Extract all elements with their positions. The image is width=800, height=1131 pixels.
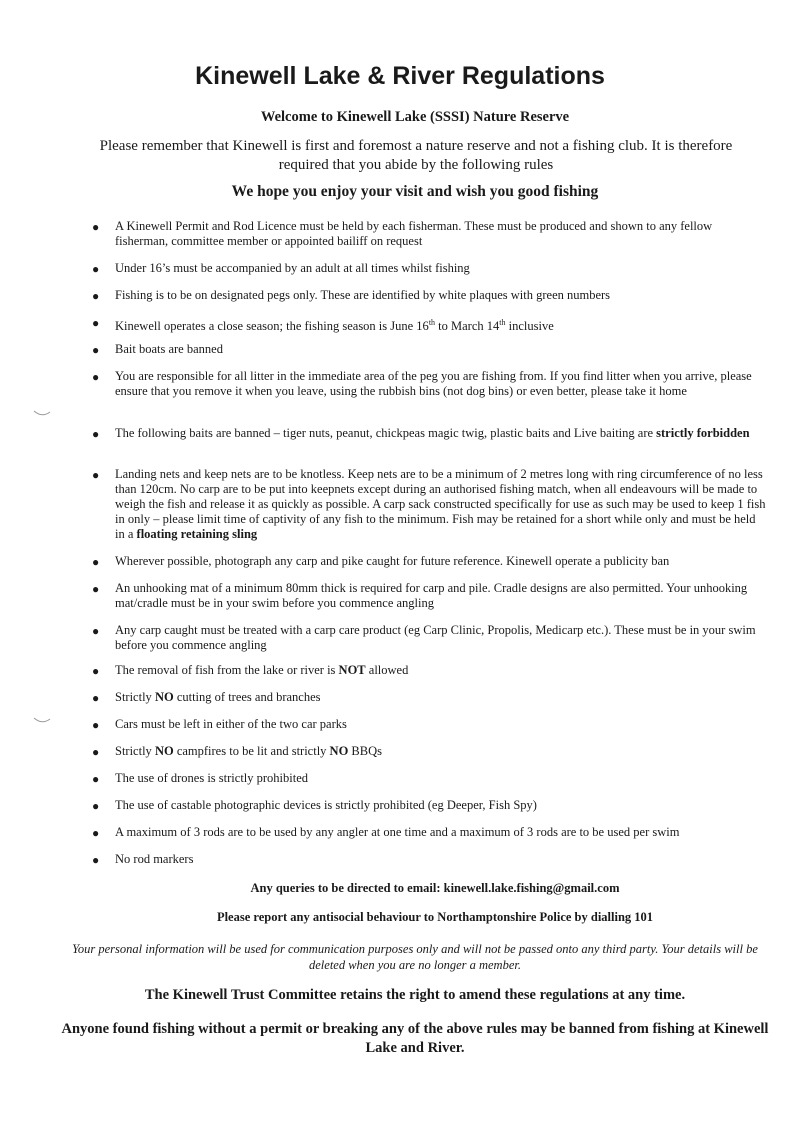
- bullet-icon: ●: [92, 799, 100, 813]
- rule-litter: You are responsible for all litter in the immediate area of the peg you are fishing from. If you find litter when you arrive, please ensure that you remove it when you leave, using the rubbish bins (not dog bins) or even better, please take it home: [115, 369, 752, 398]
- rule-campfires: Strictly NO campfires to be lit and strictly NO BBQs: [115, 744, 382, 758]
- contact-email: Any queries to be directed to email: kinewell.lake.fishing@gmail.com: [250, 881, 620, 895]
- rule-rod-markers: No rod markers: [115, 852, 194, 866]
- rule-photograph: Wherever possible, photograph any carp and pike caught for future reference. Kinewell operate a publicity ban: [115, 554, 670, 568]
- rule-designated-pegs: Fishing is to be on designated pegs only. These are identified by white plaques with green numbers: [115, 288, 611, 302]
- rule-close-season: Kinewell operates a close season; the fishing season is June 16th to March 14th inclusive: [115, 318, 554, 334]
- bullet-icon: ●: [92, 853, 100, 867]
- police-notice: Please report any antisocial behaviour to Northamptonshire Police by dialling 101: [216, 910, 654, 924]
- page-subtitle: Welcome to Kinewell Lake (SSSI) Nature Reserve: [260, 109, 570, 125]
- page-title: Kinewell Lake & River Regulations: [195, 62, 605, 90]
- rule-permit: A Kinewell Permit and Rod Licence must be held by each fisherman. These must be produced and shown to any fellow fisherman, committee member or appointed bailiff on request: [115, 219, 713, 248]
- ban-warning: Anyone found fishing without a permit or breaking any of the above rules may be banned from fishing at Kinewell Lake and River.: [61, 1021, 769, 1056]
- rule-max-rods: A maximum of 3 rods are to be used by any angler at one time and a maximum of 3 rods are to be used per swim: [115, 825, 680, 839]
- bullet-icon: ●: [92, 468, 100, 482]
- rule-fish-removal: The removal of fish from the lake or river is NOT allowed: [115, 663, 409, 677]
- bullet-icon: ●: [92, 343, 100, 357]
- rule-nets: Landing nets and keep nets are to be knotless. Keep nets are to be a minimum of 2 metres long with ring circumference of no less than 120cm. No carp are to be put into keepnets except during an authorised fishing match, when all endeavours will be made to weigh the fish and release it as quickly as possible. A carp sack constructed specifically for use as such may be used to keep 1 fish in only – please limit time of captivity of any fish to the minimum. Fish may be retained for a short while only and must be held in a floating retaining sling: [115, 467, 766, 541]
- rule-under-16: Under 16’s must be accompanied by an adult at all times whilst fishing: [115, 261, 470, 275]
- bullet-icon: ●: [92, 664, 100, 678]
- rule-drones: The use of drones is strictly prohibited: [115, 771, 309, 785]
- intro-paragraph: Please remember that Kinewell is first and foremost a nature reserve and not a fishing club. It is therefore required that you abide by the following rules: [99, 138, 733, 173]
- rule-car-parks: Cars must be left in either of the two car parks: [115, 717, 347, 731]
- punch-hole-mark: [32, 716, 52, 726]
- bullet-icon: ●: [92, 262, 100, 276]
- bullet-icon: ●: [92, 826, 100, 840]
- welcome-message: We hope you enjoy your visit and wish you good fishing: [231, 183, 599, 200]
- bullet-icon: ●: [92, 772, 100, 786]
- bullet-icon: ●: [92, 427, 100, 441]
- rule-trees: Strictly NO cutting of trees and branches: [115, 690, 321, 704]
- bullet-icon: ●: [92, 718, 100, 732]
- bullet-icon: ●: [92, 691, 100, 705]
- bullet-icon: ●: [92, 555, 100, 569]
- privacy-notice: Your personal information will be used for communication purposes only and will not be passed onto any third party. Your details will be deleted when you are no longer a member.: [72, 942, 758, 972]
- bullet-icon: ●: [92, 316, 100, 330]
- rule-photographic-devices: The use of castable photographic devices is strictly prohibited (eg Deeper, Fish Spy): [115, 798, 537, 812]
- rule-carp-care: Any carp caught must be treated with a carp care product (eg Carp Clinic, Propolis, Medicarp etc.). These must be in your swim before you commence angling: [115, 623, 756, 652]
- bullet-icon: ●: [92, 624, 100, 638]
- rule-bait-boats: Bait boats are banned: [115, 342, 223, 356]
- bullet-icon: ●: [92, 745, 100, 759]
- bullet-icon: ●: [92, 289, 100, 303]
- rule-banned-baits: The following baits are banned – tiger nuts, peanut, chickpeas magic twig, plastic baits and Live baiting are strictly forbidden: [115, 426, 750, 440]
- punch-hole-mark: [32, 409, 52, 419]
- rule-unhooking-mat: An unhooking mat of a minimum 80mm thick is required for carp and pile. Cradle designs are also permitted. Your unhooking mat/cradle must be in your swim before you commence angling: [115, 581, 748, 610]
- trust-notice: The Kinewell Trust Committee retains the right to amend these regulations at any time.: [144, 987, 686, 1003]
- bullet-icon: ●: [92, 220, 100, 234]
- bullet-icon: ●: [92, 582, 100, 596]
- bullet-icon: ●: [92, 370, 100, 384]
